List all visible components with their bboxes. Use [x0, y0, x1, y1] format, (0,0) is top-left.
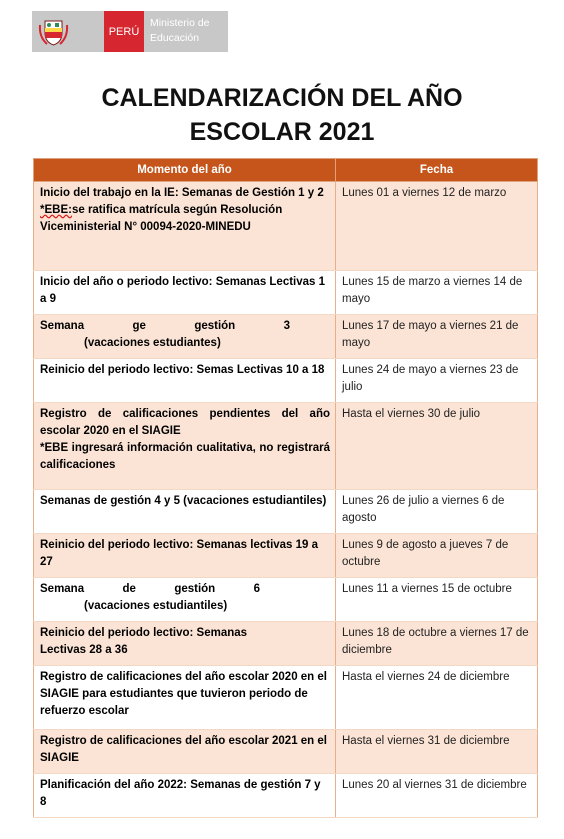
moment-cell: Registro de calificaciones pendientes del año escolar 2020 en el SIAGIE *EBE ingresará información cualitativa, no registrará calificaciones [34, 403, 336, 490]
date-cell: Hasta el viernes 30 de julio [336, 403, 538, 490]
moment-cell: Reinicio del periodo lectivo: Semanas Lectivas 28 a 36 [34, 622, 336, 666]
date-cell: Lunes 9 de agosto a jueves 7 de octubre [336, 534, 538, 578]
coat-of-arms-icon [37, 15, 70, 48]
table-row [34, 403, 538, 490]
column-header-moment: Momento del año [34, 159, 336, 182]
date-cell: Lunes 17 de mayo a viernes 21 de mayo [336, 315, 538, 359]
table-row [34, 534, 538, 578]
calendar-table [33, 158, 538, 818]
moment-cell: Semana de gestión 6 (vacaciones estudiantiles) [34, 578, 336, 622]
page-title-line-2: ESCOLAR 2021 [189, 118, 375, 146]
table-row [34, 774, 538, 818]
table-row [34, 622, 538, 666]
table-row [34, 271, 538, 315]
ministry-logo [32, 11, 228, 52]
column-header-date: Fecha [336, 159, 538, 182]
table-row [34, 490, 538, 534]
table-row [34, 315, 538, 359]
moment-cell: Registro de calificaciones del año escolar 2020 en el SIAGIE para estudiantes que tuvieron periodo de refuerzo escolar [34, 666, 336, 730]
table-header-row [34, 159, 538, 182]
table-row [34, 666, 538, 730]
moment-cell: Planificación del año 2022: Semanas de gestión 7 y 8 [34, 774, 336, 818]
date-cell: Lunes 01 a viernes 12 de marzo [336, 182, 538, 271]
table-row [34, 182, 538, 271]
table-row [34, 578, 538, 622]
date-cell: Lunes 24 de mayo a viernes 23 de julio [336, 359, 538, 403]
date-cell: Lunes 15 de marzo a viernes 14 de mayo [336, 271, 538, 315]
date-cell: Lunes 20 al viernes 31 de diciembre [336, 774, 538, 818]
date-cell: Lunes 18 de octubre a viernes 17 de diciembre [336, 622, 538, 666]
flag-label: PERÚ [104, 11, 144, 52]
date-cell: Lunes 11 a viernes 15 de octubre [336, 578, 538, 622]
table-row [34, 359, 538, 403]
date-cell: Hasta el viernes 31 de diciembre [336, 730, 538, 774]
page-title-line-1: CALENDARIZACIÓN DEL AÑO [101, 84, 463, 112]
moment-cell: Reinicio del periodo lectivo: Semas Lectivas 10 a 18 [34, 359, 336, 403]
date-cell: Hasta el viernes 24 de diciembre [336, 666, 538, 730]
moment-cell: Semana ge gestión 3 (vacaciones estudiantes) [34, 315, 336, 359]
ministry-name: Ministerio de Educación [150, 17, 210, 44]
moment-cell: Inicio del trabajo en la IE: Semanas de Gestión 1 y 2 *EBE:se ratifica matrícula según Resolución Viceministerial N° 00094-2020-MINEDU [34, 182, 336, 271]
moment-cell: Inicio del año o periodo lectivo: Semanas Lectivas 1 a 9 [34, 271, 336, 315]
moment-cell: Reinicio del periodo lectivo: Semanas lectivas 19 a 27 [34, 534, 336, 578]
moment-cell: Semanas de gestión 4 y 5 (vacaciones estudiantiles) [34, 490, 336, 534]
date-cell: Lunes 26 de julio a viernes 6 de agosto [336, 490, 538, 534]
moment-cell: Registro de calificaciones del año escolar 2021 en el SIAGIE [34, 730, 336, 774]
table-row [34, 730, 538, 774]
